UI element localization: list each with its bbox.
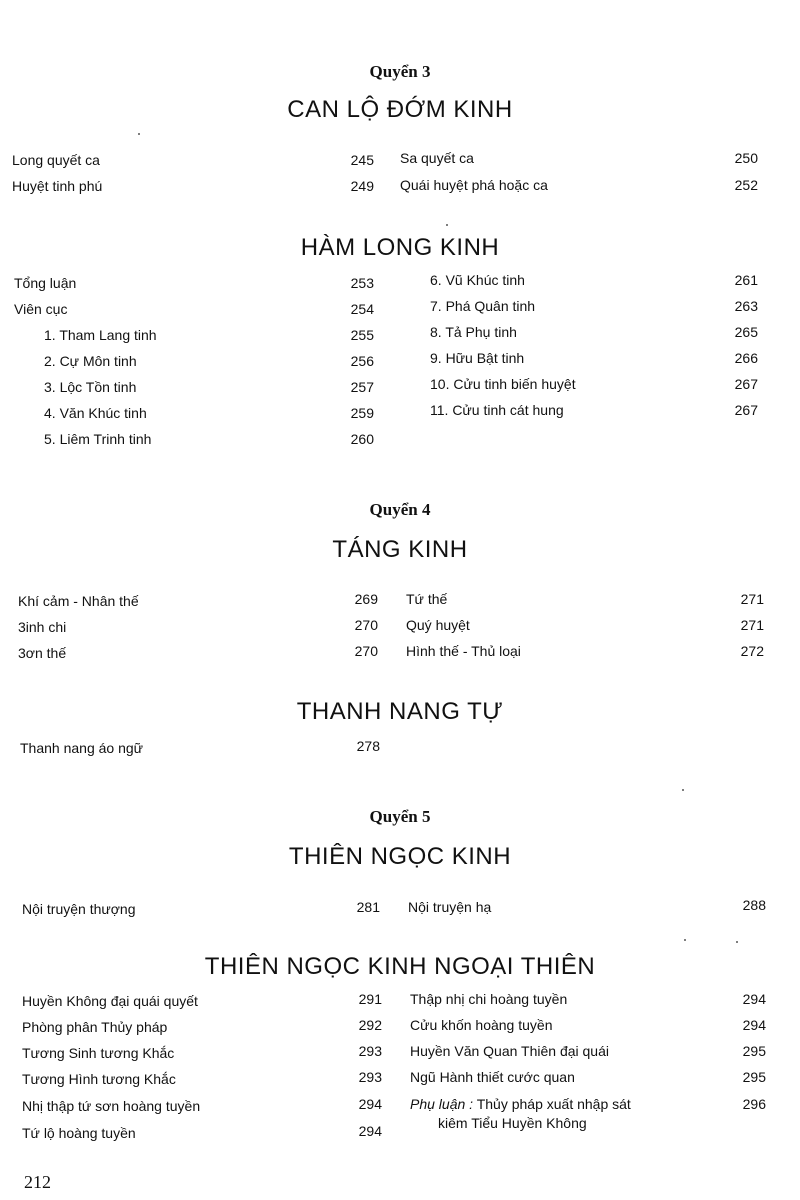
scan-speck xyxy=(682,789,684,791)
toc-entry-page: 259 xyxy=(350,405,374,421)
scan-speck xyxy=(446,224,448,226)
toc-entry-label: Tứ thế xyxy=(406,591,448,607)
toc-entry-page: 291 xyxy=(358,991,382,1007)
scan-speck xyxy=(138,133,140,135)
toc-entry-page: 270 xyxy=(354,643,378,659)
toc-entry-page: 267 xyxy=(734,376,758,392)
toc-entry-label: Sa quyết ca xyxy=(400,150,474,166)
book-heading-quyen-3: Quyển 3 xyxy=(369,62,431,81)
toc-entry-label: Huyền Không đại quái quyết xyxy=(22,993,198,1009)
toc-entry-page: 245 xyxy=(350,152,374,168)
toc-entry-page: 294 xyxy=(358,1123,382,1139)
toc-entry-page: 249 xyxy=(350,178,374,194)
toc-entry-label: Hình thế - Thủ loại xyxy=(406,643,521,659)
toc-entry-page: 267 xyxy=(734,402,758,418)
section-title-can-lo-dom-kinh: CAN LỘ ĐỚM KINH xyxy=(287,96,513,123)
toc-entry-label: Ngũ Hành thiết cước quan xyxy=(410,1069,575,1085)
scan-speck xyxy=(736,941,738,943)
toc-entry-page: 250 xyxy=(734,150,758,166)
toc-entry-label: Quái huyệt phá hoặc ca xyxy=(400,177,548,193)
toc-entry-page: 253 xyxy=(350,275,374,291)
toc-entry-page: 270 xyxy=(354,617,378,633)
toc-entry-label: Tổng luận xyxy=(14,275,77,291)
toc-entry-page: 293 xyxy=(358,1043,382,1059)
toc-entry-label: Huyệt tinh phú xyxy=(12,178,103,194)
toc-entry-label: Phòng phân Thủy pháp xyxy=(22,1019,168,1035)
toc-entry-label: 6. Vũ Khúc tinh xyxy=(430,272,525,288)
toc-entry-appendix xyxy=(410,1096,631,1112)
toc-entry-page: 265 xyxy=(734,324,758,340)
toc-entry-page: 254 xyxy=(350,301,374,317)
toc-entry-label: Khí cảm - Nhân thế xyxy=(18,593,139,609)
toc-entry-label: Tứ lộ hoàng tuyền xyxy=(22,1125,136,1141)
toc-entry-label: 11. Cửu tinh cát hung xyxy=(430,402,564,418)
toc-entry-page: 261 xyxy=(734,272,758,288)
toc-entry-page: 288 xyxy=(742,897,766,913)
toc-entry-label: Thập nhị chi hoàng tuyền xyxy=(410,991,568,1007)
toc-entry-page: 271 xyxy=(740,591,764,607)
toc-entry-page: 257 xyxy=(350,379,374,395)
toc-entry-label: Nội truyện thượng xyxy=(22,901,136,917)
page-number: 212 xyxy=(24,1172,51,1192)
book-heading-quyen-4: Quyển 4 xyxy=(369,500,431,519)
toc-entry-label: 7. Phá Quân tinh xyxy=(430,298,536,314)
toc-entry-label: Tương Sinh tương Khắc xyxy=(22,1045,175,1061)
toc-entry-page: 271 xyxy=(740,617,764,633)
toc-entry-label: 2. Cự Môn tinh xyxy=(44,353,137,369)
toc-entry-label: 8. Tả Phụ tinh xyxy=(430,324,517,340)
section-title-thien-ngoc-kinh-ngoai-thien: THIÊN NGỌC KINH NGOẠI THIÊN xyxy=(204,953,596,980)
toc-entry-page: 296 xyxy=(742,1096,766,1112)
toc-entry-label: 1. Tham Lang tinh xyxy=(44,327,157,343)
scan-speck xyxy=(684,939,686,941)
toc-entry-label: 3ơn thế xyxy=(18,645,67,661)
toc-entry-page: 263 xyxy=(734,298,758,314)
toc-entry-label: 9. Hữu Bật tinh xyxy=(430,350,525,366)
section-title-ham-long-kinh: HÀM LONG KINH xyxy=(300,234,500,261)
toc-entry-page: 266 xyxy=(734,350,758,366)
toc-entry-page: 256 xyxy=(350,353,374,369)
toc-entry-page: 293 xyxy=(358,1069,382,1085)
toc-entry-label: 3inh chi xyxy=(18,619,67,635)
toc-entry-page: 269 xyxy=(354,591,378,607)
toc-entry-label: Tương Hình tương Khắc xyxy=(22,1071,176,1087)
toc-entry-label: Huyền Văn Quan Thiên đại quái xyxy=(410,1043,609,1059)
toc-entry-label: Long quyết ca xyxy=(12,152,100,168)
book-heading-quyen-5: Quyển 5 xyxy=(369,807,431,826)
section-title-thien-ngoc-kinh: THIÊN NGỌC KINH xyxy=(288,843,512,870)
appendix-line-1: Thủy pháp xuất nhập sát xyxy=(476,1096,631,1112)
toc-entry-label: 10. Cửu tinh biến huyệt xyxy=(430,376,576,392)
toc-entry-label: 5. Liêm Trinh tinh xyxy=(44,431,152,447)
toc-entry-label: Nhị thập tứ sơn hoàng tuyền xyxy=(22,1098,201,1114)
toc-entry-label: Viên cục xyxy=(14,301,68,317)
section-title-thanh-nang-tu: THANH NANG TỰ xyxy=(296,698,504,725)
toc-entry-page: 294 xyxy=(742,1017,766,1033)
toc-entry-label: Nội truyện hạ xyxy=(408,899,492,915)
toc-entry-page: 294 xyxy=(742,991,766,1007)
toc-entry-page: 295 xyxy=(742,1069,766,1085)
toc-entry-label: Quý huyệt xyxy=(406,617,470,633)
toc-entry-page: 294 xyxy=(358,1096,382,1112)
toc-entry-page: 252 xyxy=(734,177,758,193)
toc-entry-page: 278 xyxy=(356,738,380,754)
toc-entry-label: 4. Văn Khúc tinh xyxy=(44,405,147,421)
appendix-line-2: kiêm Tiểu Huyền Không xyxy=(438,1115,587,1131)
section-title-tang-kinh: TÁNG KINH xyxy=(332,536,468,563)
toc-entry-page: 292 xyxy=(358,1017,382,1033)
toc-entry-page: 255 xyxy=(350,327,374,343)
toc-entry-page: 272 xyxy=(740,643,764,659)
toc-entry-page: 281 xyxy=(356,899,380,915)
appendix-prefix: Phụ luận : xyxy=(410,1096,474,1112)
toc-entry-label: Cửu khốn hoàng tuyền xyxy=(410,1017,553,1033)
toc-entry-page: 295 xyxy=(742,1043,766,1059)
toc-entry-label: Thanh nang áo ngữ xyxy=(20,740,144,756)
toc-entry-label: 3. Lộc Tồn tinh xyxy=(44,379,137,395)
toc-entry-page: 260 xyxy=(350,431,374,447)
